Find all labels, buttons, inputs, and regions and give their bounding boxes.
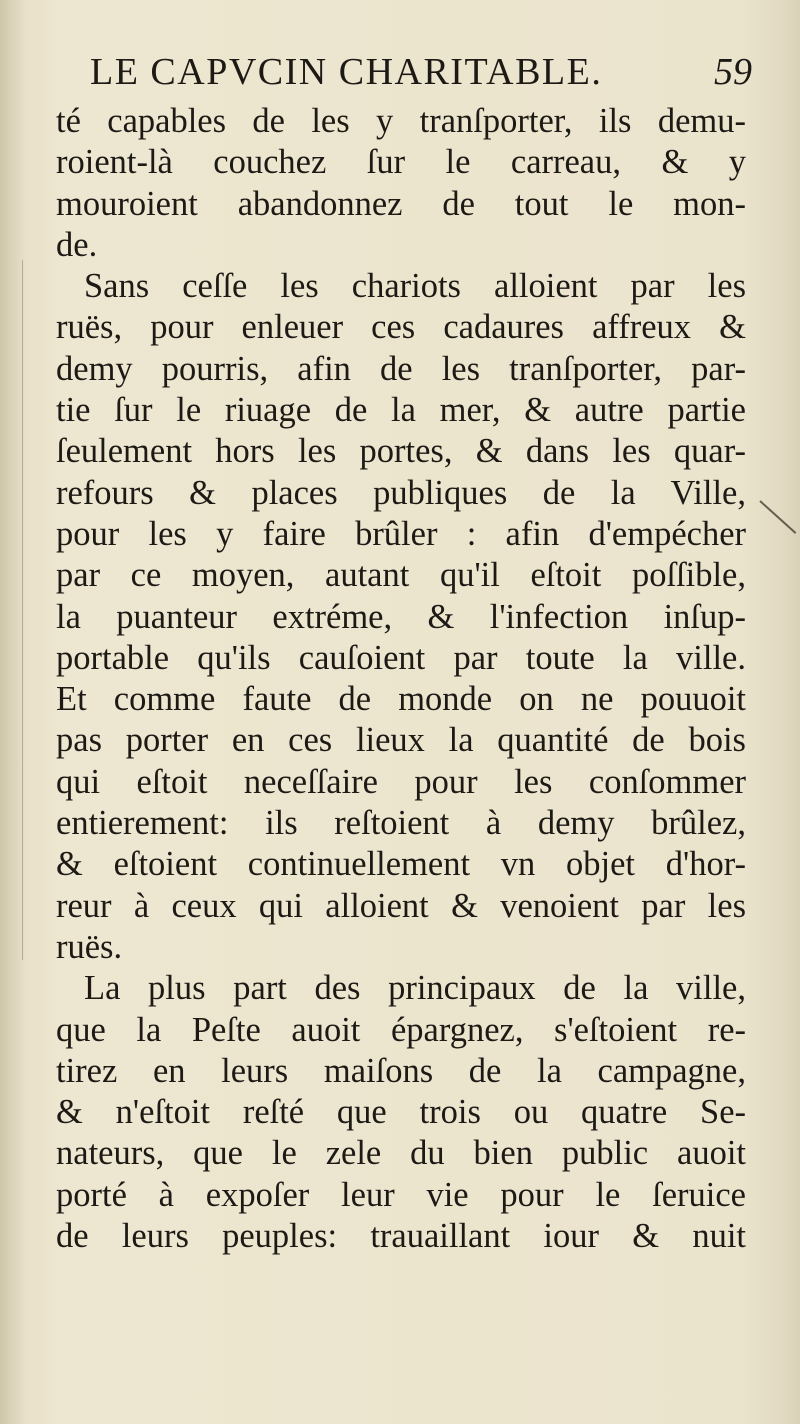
text-line: pas porter en ces lieux la quantité de bois bbox=[56, 721, 746, 760]
text-line: La plus part des principaux de la ville, bbox=[84, 969, 746, 1008]
text-line: qui eſtoit neceſſaire pour les conſommer bbox=[56, 762, 746, 801]
text-line: ruës. bbox=[56, 927, 123, 966]
text-line: tie ſur le riuage de la mer, & autre partie bbox=[56, 391, 746, 430]
text-line: reur à ceux qui alloient & venoient par les bbox=[56, 886, 746, 925]
text-line: & eſtoient continuellement vn objet d'hor- bbox=[56, 845, 746, 884]
text-line: portable qu'ils cauſoient par toute la ville. bbox=[56, 638, 746, 677]
body-text bbox=[56, 101, 746, 1257]
text-line: que la Peſte auoit épargnez, s'eſtoient re- bbox=[56, 1010, 746, 1049]
text-line: refours & places publiques de la Ville, bbox=[56, 473, 746, 512]
text-line: ruës, pour enleuer ces cadaures affreux & bbox=[56, 308, 746, 347]
text-line: de. bbox=[56, 225, 98, 264]
text-line: mouroient abandonnez de tout le mon- bbox=[56, 184, 746, 223]
text-line: roient-là couchez ſur le carreau, & y bbox=[56, 143, 746, 182]
text-line: de leurs peuples: trauaillant iour & nuit bbox=[56, 1217, 746, 1256]
text-line: nateurs, que le zele du bien public auoit bbox=[56, 1134, 746, 1173]
text-line: ſeulement hors les portes, & dans les quar- bbox=[56, 432, 746, 471]
binding-edge-line bbox=[22, 260, 23, 960]
text-line: Et comme faute de monde on ne pouuoit bbox=[56, 680, 746, 719]
text-line: entierement: ils reſtoient à demy brûlez, bbox=[56, 804, 746, 843]
text-line: & n'eſtoit reſté que trois ou quatre Se- bbox=[56, 1093, 746, 1132]
text-line: Sans ceſſe les chariots alloient par les bbox=[84, 267, 746, 306]
text-line: porté à expoſer leur vie pour le ſeruice bbox=[56, 1175, 746, 1214]
text-line: té capables de les y tranſporter, ils demu- bbox=[56, 102, 746, 140]
text-line: demy pourris, afin de les tranſporter, par- bbox=[56, 349, 746, 388]
text-line: tirez en leurs maiſons de la campagne, bbox=[56, 1051, 746, 1090]
text-line: la puanteur extréme, & l'infection inſup- bbox=[56, 597, 746, 636]
page-header bbox=[62, 48, 752, 98]
text-line: par ce moyen, autant qu'il eſtoit poſſible, bbox=[56, 556, 746, 595]
page-number: 59 bbox=[714, 51, 752, 93]
stray-ink-mark bbox=[759, 500, 796, 534]
running-title: LE CAPVCIN CHARITABLE. bbox=[90, 51, 603, 93]
text-line: pour les y faire brûler : afin d'empécher bbox=[56, 514, 746, 553]
